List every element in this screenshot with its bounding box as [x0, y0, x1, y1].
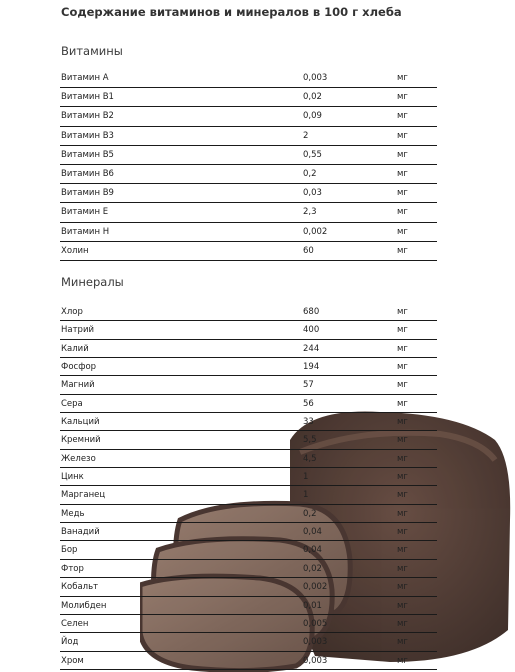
nutrient-name: Марганец [61, 490, 106, 501]
nutrient-value: 0,002 [303, 582, 328, 593]
table-row [60, 560, 437, 578]
nutrient-value: 60 [303, 245, 314, 256]
table-row [60, 303, 437, 321]
table-row [60, 107, 437, 126]
table-row [60, 541, 437, 559]
nutrient-value: 0,09 [303, 111, 322, 122]
nutrient-name: Медь [61, 508, 85, 519]
nutrient-unit: мг [397, 149, 408, 160]
table-row [60, 242, 437, 261]
nutrient-name: Калий [61, 343, 89, 354]
nutrient-value: 400 [303, 325, 320, 336]
nutrient-name: Натрий [61, 325, 94, 336]
nutrient-name: Кобальт [61, 582, 99, 593]
nutrient-name: Кремний [61, 435, 101, 446]
nutrient-name: Витамин В9 [61, 188, 114, 199]
table-row [60, 633, 437, 651]
nutrient-name: Витамин В5 [61, 149, 114, 160]
table-row [60, 486, 437, 504]
table-row [60, 395, 437, 413]
nutrient-value: 0,002 [303, 226, 328, 237]
nutrient-unit: мг [397, 226, 408, 237]
nutrient-name: Фосфор [61, 362, 97, 373]
table-row [60, 69, 437, 88]
nutrient-value: 0,04 [303, 545, 322, 556]
nutrient-unit: мг [397, 307, 408, 317]
nutrient-unit: мг [397, 508, 408, 519]
nutrient-name: Витамин В6 [61, 168, 114, 179]
nutrient-unit: мг [397, 417, 408, 428]
vitamins-heading: Витамины [61, 44, 123, 58]
table-row [60, 450, 437, 468]
nutrient-unit: мг [397, 130, 408, 141]
vitamins-table [60, 69, 437, 261]
nutrient-value: 56 [303, 398, 314, 409]
nutrient-unit: мг [397, 637, 408, 648]
nutrient-value: 5,5 [303, 435, 317, 446]
nutrient-value: 0,005 [303, 618, 328, 629]
nutrient-name: Цинк [61, 472, 84, 483]
nutrient-unit: мг [397, 472, 408, 483]
nutrient-unit: мг [397, 245, 408, 256]
table-row [60, 413, 437, 431]
nutrient-unit: мг [397, 527, 408, 538]
nutrient-unit: мг [397, 490, 408, 501]
nutrient-value: 194 [303, 362, 320, 373]
nutrient-value: 0,2 [303, 168, 317, 179]
minerals-heading: Минералы [61, 275, 124, 289]
nutrient-name: Сера [61, 398, 83, 409]
table-row [60, 431, 437, 449]
nutrient-value: 1 [303, 490, 309, 501]
nutrient-value: 0,003 [303, 637, 328, 648]
nutrient-name: Бор [61, 545, 78, 556]
nutrient-name: Фтор [61, 563, 84, 574]
table-row [60, 376, 437, 394]
table-row [60, 223, 437, 242]
nutrient-unit: мг [397, 325, 408, 336]
nutrient-unit: мг [397, 168, 408, 179]
nutrient-value: 0,04 [303, 527, 322, 538]
nutrient-unit: мг [397, 111, 408, 122]
table-row [60, 505, 437, 523]
nutrient-name: Селен [61, 618, 89, 629]
nutrient-value: 0,003 [303, 73, 328, 83]
table-row [60, 184, 437, 203]
nutrient-value: 244 [303, 343, 320, 354]
nutrient-unit: мг [397, 92, 408, 103]
page-title: Содержание витаминов и минералов в 100 г хлеба [61, 5, 402, 19]
nutrient-name: Йод [61, 637, 79, 648]
table-row [60, 523, 437, 541]
table-row [60, 652, 437, 670]
nutrient-unit: мг [397, 207, 408, 218]
table-row [60, 321, 437, 339]
nutrient-value: 0,01 [303, 600, 322, 611]
table-row [60, 615, 437, 633]
table-row [60, 165, 437, 184]
nutrient-unit: мг [397, 435, 408, 446]
nutrient-unit: мг [397, 453, 408, 464]
nutrient-name: Ванадий [61, 527, 100, 538]
nutrient-value: 2 [303, 130, 309, 141]
nutrient-value: 0,02 [303, 563, 322, 574]
table-row [60, 127, 437, 146]
nutrient-value: 0,2 [303, 508, 317, 519]
nutrient-value: 57 [303, 380, 314, 391]
nutrient-name: Кальций [61, 417, 100, 428]
nutrient-value: 0,02 [303, 92, 322, 103]
nutrient-name: Хром [61, 655, 84, 666]
nutrient-unit: мг [397, 343, 408, 354]
nutrient-name: Витамин В3 [61, 130, 114, 141]
nutrient-unit: мг [397, 545, 408, 556]
nutrient-unit: мг [397, 73, 408, 83]
nutrient-name: Витамин А [61, 73, 109, 83]
nutrient-name: Железо [61, 453, 96, 464]
table-row [60, 88, 437, 107]
nutrient-unit: мг [397, 600, 408, 611]
nutrient-name: Витамин В2 [61, 111, 114, 122]
nutrient-value: 2,3 [303, 207, 317, 218]
nutrient-value: 0,003 [303, 655, 328, 666]
nutrient-value: 4,5 [303, 453, 317, 464]
nutrient-name: Хлор [61, 307, 83, 317]
nutrient-unit: мг [397, 582, 408, 593]
nutrient-name: Магний [61, 380, 95, 391]
table-row [60, 203, 437, 222]
nutrient-unit: мг [397, 618, 408, 629]
nutrient-value: 33 [303, 417, 314, 428]
nutrient-name: Витамин Н [61, 226, 110, 237]
table-row [60, 597, 437, 615]
nutrient-value: 1 [303, 472, 309, 483]
nutrient-value: 0,03 [303, 188, 322, 199]
nutrient-unit: мг [397, 398, 408, 409]
nutrient-unit: мг [397, 563, 408, 574]
nutrient-value: 680 [303, 307, 320, 317]
nutrient-name: Холин [61, 245, 89, 256]
table-row [60, 358, 437, 376]
nutrient-name: Молибден [61, 600, 107, 611]
nutrient-name: Витамин В1 [61, 92, 114, 103]
table-row [60, 146, 437, 165]
nutrient-value: 0,55 [303, 149, 322, 160]
nutrient-unit: мг [397, 188, 408, 199]
nutrient-unit: мг [397, 362, 408, 373]
nutrient-unit: мг [397, 380, 408, 391]
table-row [60, 578, 437, 596]
nutrient-unit: мг [397, 655, 408, 666]
nutrient-name: Витамин Е [61, 207, 109, 218]
table-row [60, 340, 437, 358]
table-row [60, 468, 437, 486]
minerals-table [60, 303, 437, 670]
